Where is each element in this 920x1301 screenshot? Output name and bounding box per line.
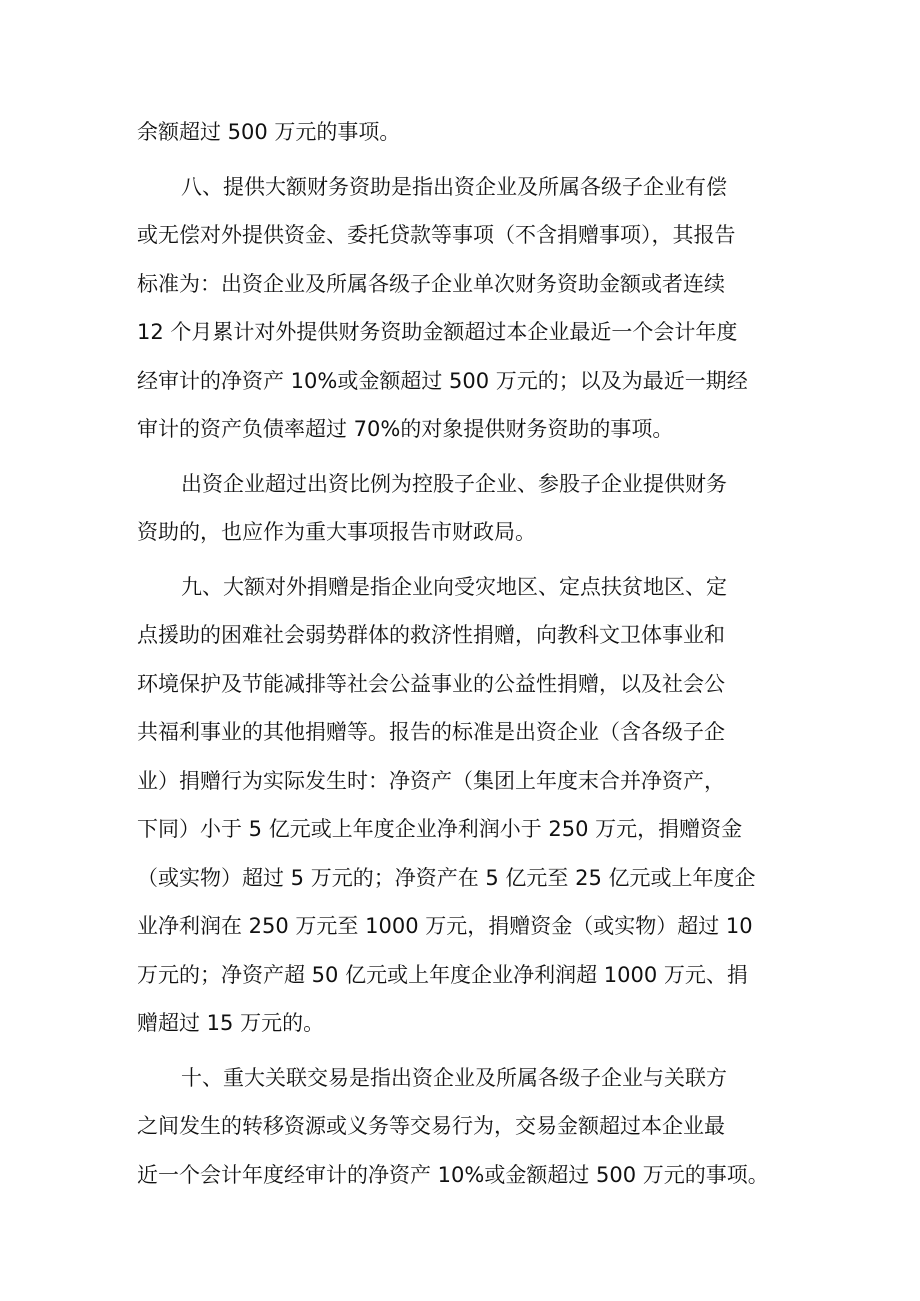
- paragraph-9-start: 九、大额对外捐赠是指企业向受灾地区、定点扶贫地区、定: [181, 574, 727, 599]
- text-line: 下同）小于 5 亿元或上年度企业净利润小于 250 万元，捐赠资金: [137, 817, 743, 841]
- text-line: 经审计的净资产 10%或金额超过 500 万元的；以及为最近一期经: [137, 368, 748, 393]
- text-line: 环境保护及节能减排等社会公益事业的公益性捐赠，以及社会公: [137, 671, 725, 696]
- text-line: 12 个月累计对外提供财务资助金额超过本企业最近一个会计年度: [137, 320, 738, 344]
- text-line: 或无偿对外提供资金、委托贷款等事项（不含捐赠事项），其报告: [137, 223, 736, 247]
- text-line: 之间发生的转移资源或义务等交易行为，交易金额超过本企业最: [137, 1114, 725, 1138]
- text-line: 近一个会计年度经审计的净资产 10%或金额超过 500 万元的事项。: [137, 1162, 769, 1187]
- text-line: 余额超过 500 万元的事项。: [137, 120, 401, 144]
- paragraph-8-start: 八、提供大额财务资助是指出资企业及所属各级子企业有偿: [181, 174, 727, 199]
- text-line: 标准为：出资企业及所属各级子企业单次财务资助金额或者连续: [137, 271, 725, 296]
- paragraph-10-start: 十、重大关联交易是指出资企业及所属各级子企业与关联方: [181, 1065, 727, 1090]
- text-line: 业）捐赠行为实际发生时：净资产（集团上年度末合并净资产，: [137, 768, 725, 793]
- paragraph-8b-start: 出资企业超过出资比例为控股子企业、参股子企业提供财务: [181, 471, 727, 496]
- text-line: 业净利润在 250 万元至 1000 万元，捐赠资金（或实物）超过 10: [137, 914, 753, 938]
- text-line: 共福利事业的其他捐赠等。报告的标准是出资企业（含各级子企: [137, 720, 725, 744]
- text-line: 点援助的困难社会弱势群体的救济性捐赠，向教科文卫体事业和: [137, 623, 725, 647]
- text-line: 万元的；净资产超 50 亿元或上年度企业净利润超 1000 万元、捐: [137, 962, 748, 987]
- text-line: 赠超过 15 万元的。: [137, 1011, 325, 1035]
- text-line: 资助的，也应作为重大事项报告市财政局。: [137, 520, 536, 544]
- text-line: （或实物）超过 5 万元的；净资产在 5 亿元至 25 亿元或上年度企: [137, 865, 756, 890]
- document-body: [137, 108, 837, 1199]
- text-line: 审计的资产负债率超过 70%的对象提供财务资助的事项。: [137, 417, 674, 441]
